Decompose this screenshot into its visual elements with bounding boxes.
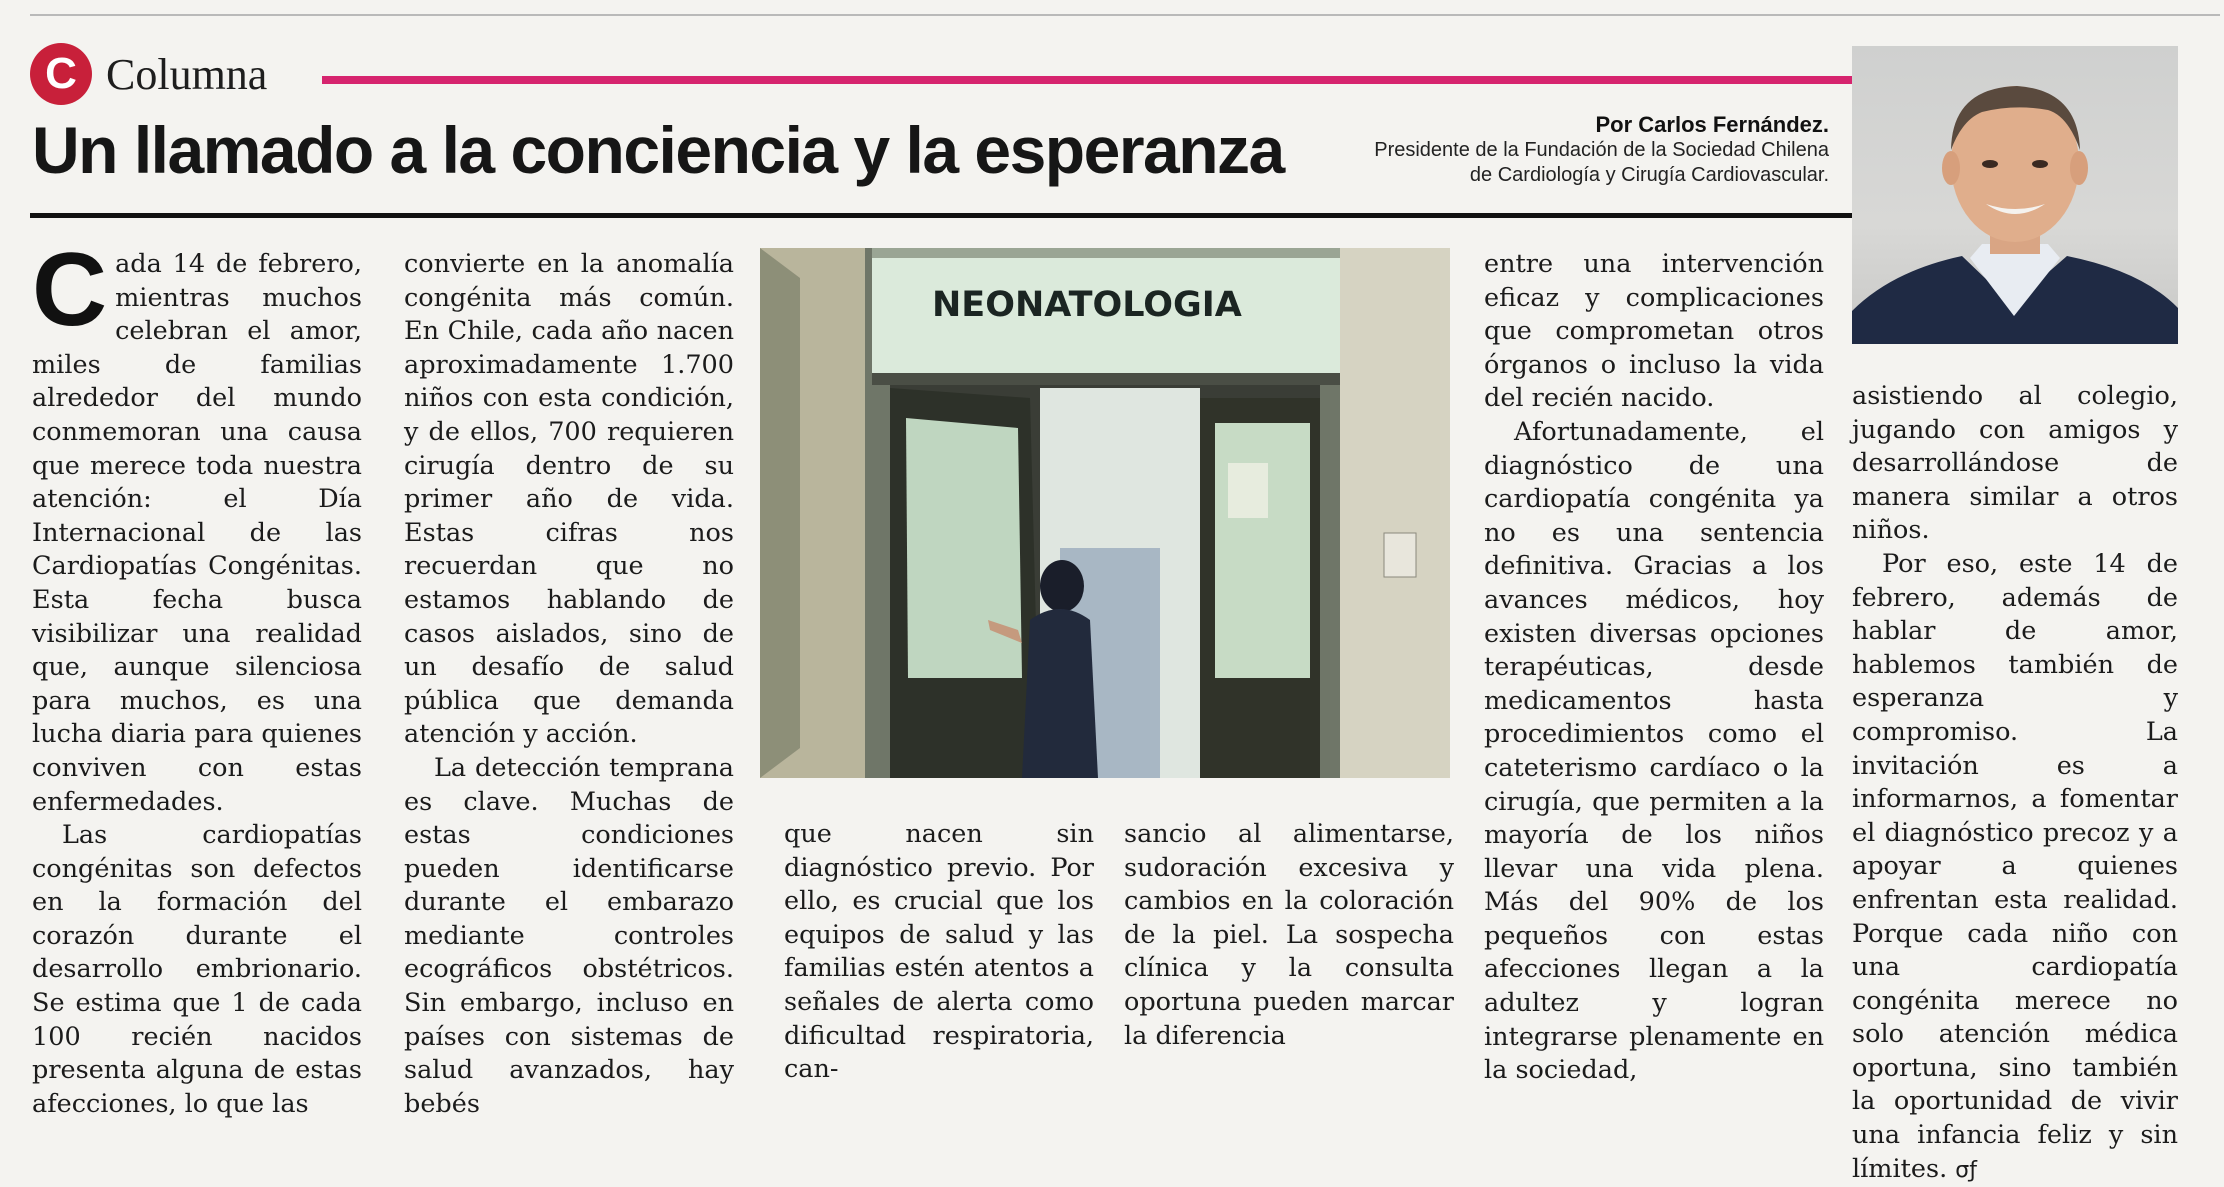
drop-cap: C (32, 232, 108, 348)
article-column-6 (1852, 380, 2178, 1187)
paragraph (1852, 548, 2178, 1187)
paragraph: convierte en la anomalía congénita más común. En Chile, cada año nacen aproximadamente 1.700 niños con esta condición, y de ellos, 700 requieren cirugía dentro de su primer año de vida. Estas cifras nos recuerdan que no estamos hablando de casos aislados, sino de un desafío de salud pública que demanda atención y acción. (404, 249, 734, 750)
section-header (30, 44, 267, 104)
byline-author: Por Carlos Fernández. (1595, 112, 1829, 137)
paragraph-text: ada 14 de febrero, mientras muchos celebran el amor, miles de familias alrededor del mundo conmemoran una causa que merece toda nuestra atención: el Día Internacional de las Cardiopatías Congénitas. Esta fecha busca visibilizar una realidad que, aunque silenciosa para muchos, es una lucha diaria para quienes conviven con estas enfermedades. (32, 249, 362, 817)
neonatology-door-image (760, 248, 1450, 778)
byline (1374, 112, 1829, 188)
article-column-1 (32, 232, 362, 1121)
paragraph: Las cardiopatías congénitas son defectos en la formación del corazón durante el desarrollo embrionario. Se estima que 1 de cada 100 recién nacidos presenta alguna de estas afecciones, lo que las (32, 820, 362, 1119)
paragraph: La detección temprana es clave. Muchas de estas condiciones pueden identificarse durante el embarazo mediante controles ecográficos obstétricos. Sin embargo, incluso en países con sistemas de salud avanzados, hay bebés (404, 752, 734, 1119)
article-column-2 (404, 248, 734, 1121)
article-column-5 (1484, 248, 1824, 1088)
article-column-3 (784, 818, 1094, 1087)
paragraph: que nacen sin diagnóstico previo. Por ello, es crucial que los equipos de salud y las familias estén atentos a señales de alerta como dificultad respiratoria, can- (784, 819, 1094, 1085)
paragraph (32, 232, 362, 819)
article-column-4 (1124, 818, 1454, 1053)
section-label: Columna (106, 49, 268, 99)
paragraph: Afortunadamente, el diagnóstico de una cardiopatía congénita ya no es una sentencia definitiva. Gracias a los avances médicos, hoy existen diversas opciones terapéuticas, desde medicamentos hasta procedimientos como el cateterismo cardíaco o la cirugía, que permiten a la mayoría de los niños llevar una vida plena. Más del 90% de los pequeños con estas afecciones llegan a la adultez y logran integrarse plenamente en la sociedad, (1484, 416, 1824, 1086)
paragraph: entre una intervención eficaz y complicaciones que comprometan otros órganos o incluso la vida del recién nacido. (1484, 249, 1824, 414)
top-rule (30, 14, 2220, 16)
article-headline: Un llamado a la conciencia y la esperanza (32, 113, 1284, 187)
section-rule (322, 76, 1852, 84)
photo-sign-text: NEONATOLOGIA (932, 285, 1242, 325)
paragraph: asistiendo al colegio, jugando con amigos y desarrollándose de manera similar a otros niños. (1852, 381, 2178, 546)
author-portrait (1852, 46, 2178, 344)
byline-role-line2: de Cardiología y Cirugía Cardiovascular. (1469, 164, 1829, 186)
paragraph-text: Por eso, este 14 de febrero, además de hablar de amor, hablemos también de esperanza y compromiso. La invitación es a informarnos, a fomentar el diagnóstico precoz y a apoyar a quienes enfrentan esta realidad. Porque cada niño con una cardiopatía congénita merece no solo atención médica oportuna, sino también la oportunidad de vivir una infancia feliz y sin límites. (1852, 548, 2178, 1184)
section-badge: C (30, 43, 92, 105)
neonatology-photo (760, 248, 1450, 778)
author-portrait-illustration (1852, 46, 2178, 344)
byline-role-line1: Presidente de la Fundación de la Sociedad Chilena (1374, 139, 1829, 161)
end-of-article-mark: σƒ (1955, 1157, 1977, 1183)
headline-rule (30, 213, 1852, 218)
paragraph: sancio al alimentarse, sudoración excesiva y cambios en la coloración de la piel. La sospecha clínica y la consulta oportuna pueden marcar la diferencia (1124, 819, 1454, 1051)
